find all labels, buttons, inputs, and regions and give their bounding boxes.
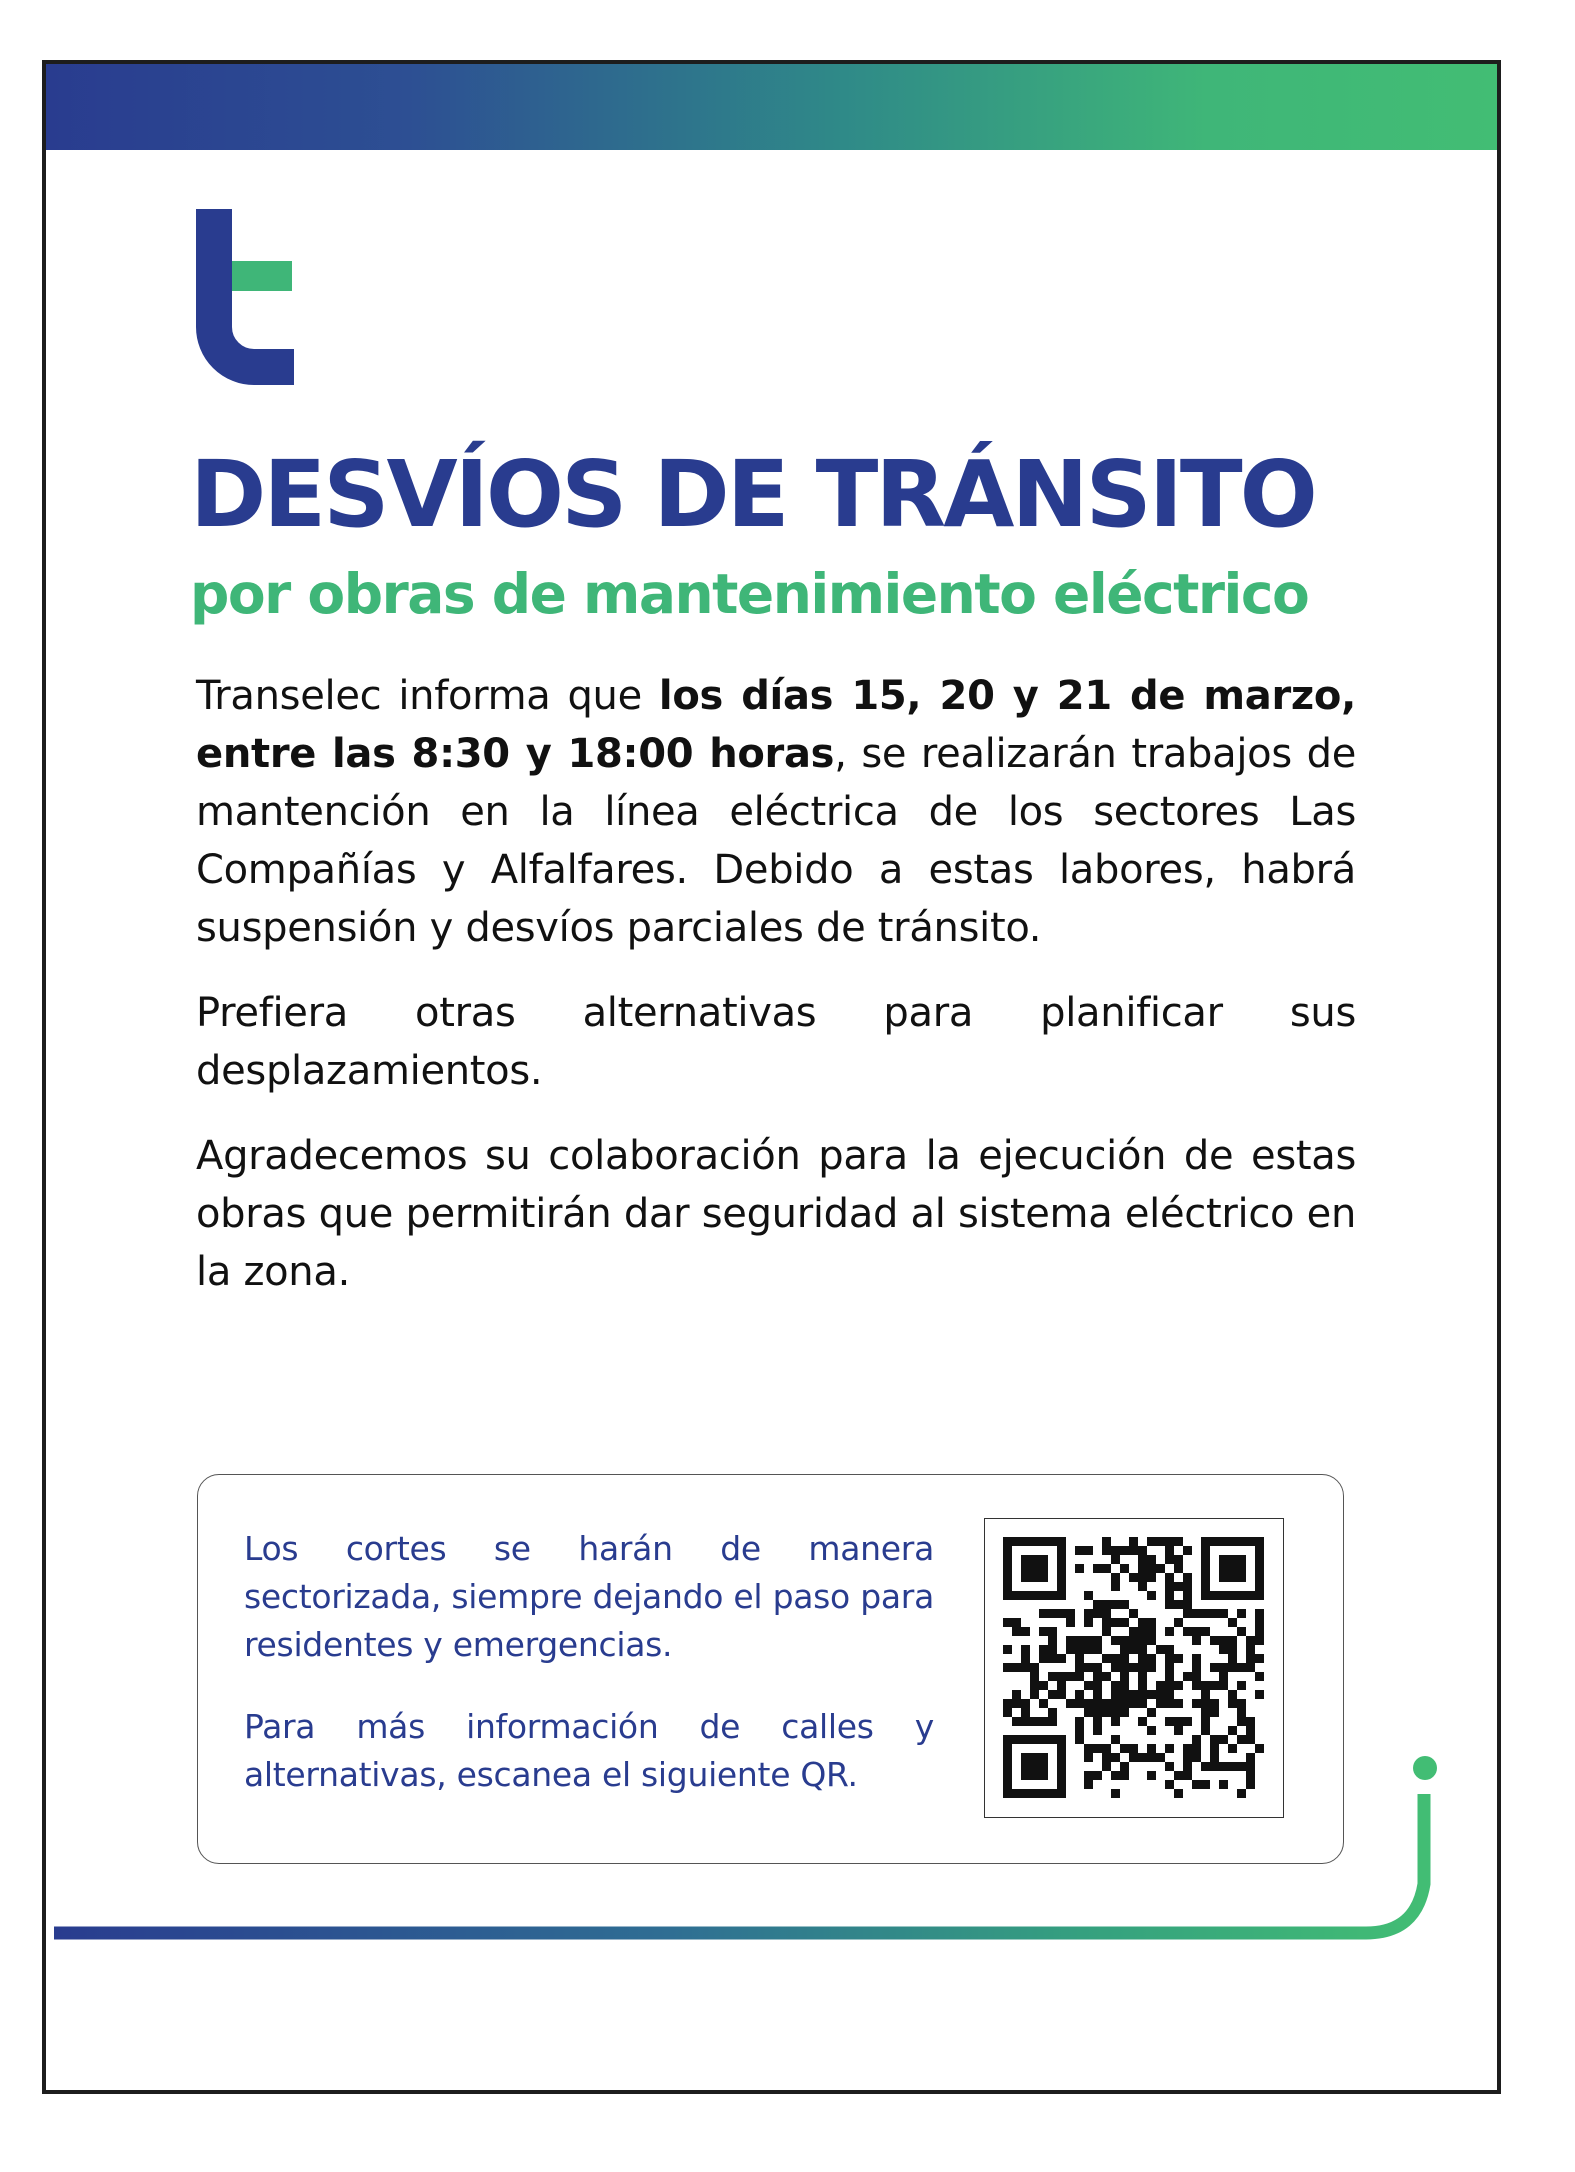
transelec-logo-icon — [190, 209, 300, 394]
paragraph-announcement — [196, 667, 1356, 957]
page-subtitle: por obras de mantenimiento eléctrico — [190, 562, 1309, 626]
paragraph-recommendation: Prefiera otras alternativas para planificar sus desplazamientos. — [196, 990, 1356, 1094]
announcement-details: , se realizarán trabajos de mantención en la línea eléctrica de los sectores Las Compañías y Alfalfares. Debido a estas labores, habrá suspensión y desvíos parciales de tránsito. — [196, 731, 1356, 951]
paragraph-thanks: Agradecemos su colaboración para la ejecución de estas obras que permitirán dar seguridad al sistema eléctrico en la zona. — [196, 1133, 1356, 1295]
announcement-dates: los días 15, 20 y 21 de marzo, entre las 8:30 y 18:00 horas — [196, 673, 1356, 777]
info-text-cuts: Los cortes se harán de manera sectorizada, siempre dejando el paso para residentes y emergencias. — [244, 1529, 934, 1664]
poster — [42, 60, 1501, 2094]
page-title: DESVÍOS DE TRÁNSITO — [190, 441, 1315, 548]
top-gradient-band — [46, 64, 1497, 150]
bottom-swoosh — [46, 1724, 1501, 1964]
announcement-intro: Transelec informa que — [196, 673, 659, 719]
info-dot-icon — [1413, 1756, 1437, 1780]
body-text — [196, 667, 1356, 1328]
info-text-qr: Para más información de calles y alternativas, escanea el siguiente QR. — [244, 1707, 934, 1794]
